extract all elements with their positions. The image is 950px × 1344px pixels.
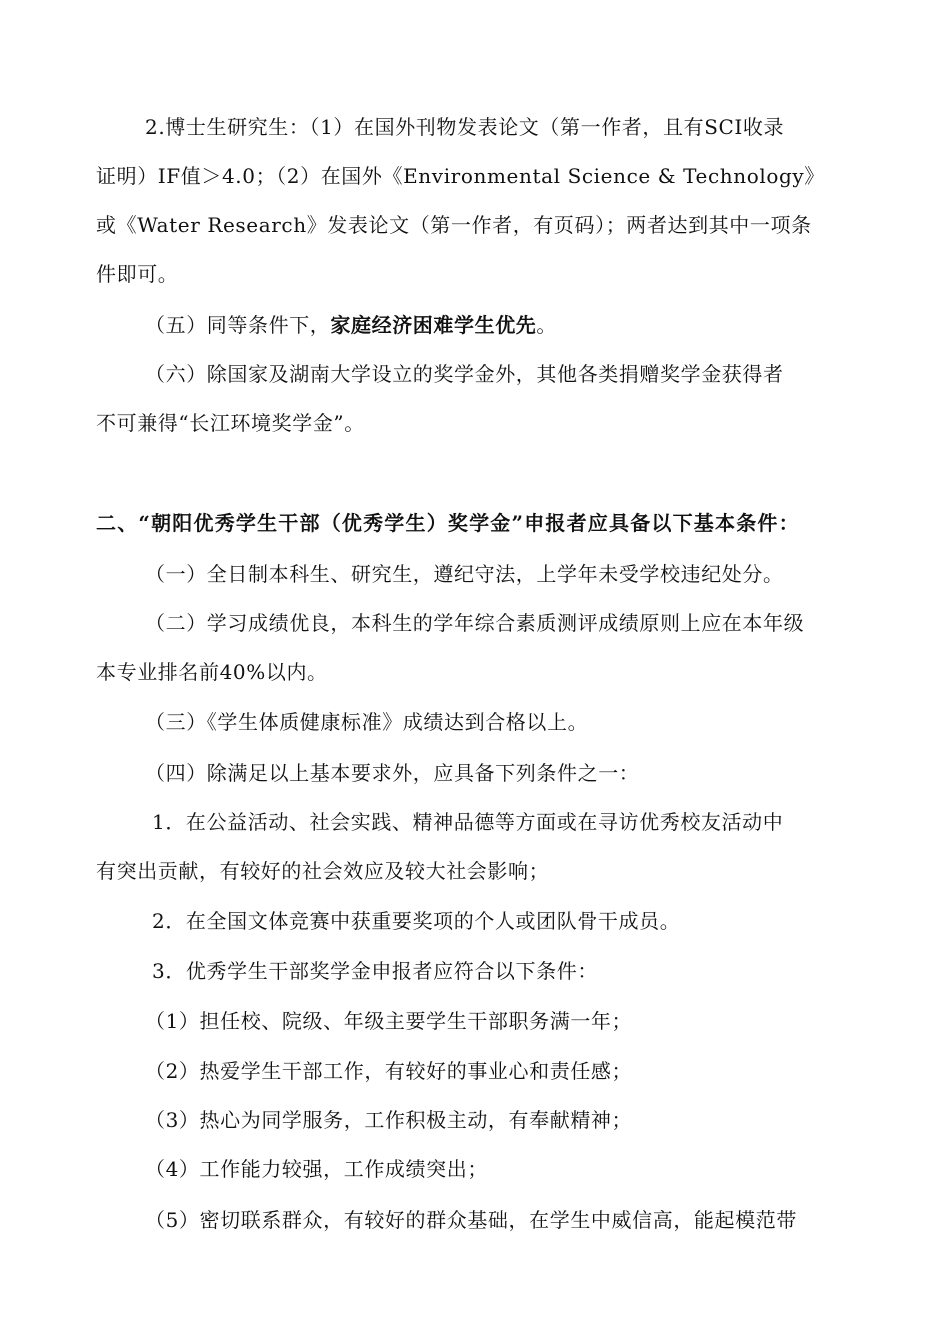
text-line-item-six: （六）除国家及湖南大学设立的奖学金外，其他各类捐赠奖学金获得者 — [145, 362, 784, 386]
text-line-sub-two: 2．在全国文体竞赛中获重要奖项的个人或团队骨干成员。 — [152, 909, 681, 933]
text-line-cond-two: （二）学习成绩优良，本科生的学年综合素质测评成绩原则上应在本年级 — [145, 611, 805, 635]
text-line-sub-three: 3．优秀学生干部奖学金申报者应符合以下条件： — [152, 959, 598, 983]
text-line-req-two: （2）热爱学生干部工作，有较好的事业心和责任感； — [145, 1059, 633, 1083]
text-line-cond-two-cont: 本专业排名前40%以内。 — [96, 660, 328, 684]
text-line-phd-criteria: 2.博士生研究生：（1）在国外刊物发表论文（第一作者，且有SCI收录 — [145, 115, 785, 139]
text-line-cond-four: （四）除满足以上基本要求外，应具备下列条件之一： — [145, 761, 640, 785]
text-line-item-six-cont: 不可兼得“长江环境奖学金”。 — [96, 411, 365, 435]
text-line-sub-one: 1．在公益活动、社会实践、精神品德等方面或在寻访优秀校友活动中 — [152, 810, 784, 834]
item-five-lead: （五）同等条件下， — [145, 313, 331, 337]
text-line-req-four: （4）工作能力较强，工作成绩突出； — [145, 1157, 488, 1181]
text-line-either-condition: 件即可。 — [96, 262, 179, 286]
text-line-sub-one-cont: 有突出贡献，有较好的社会效应及较大社会影响； — [96, 859, 550, 883]
item-five-emphasis: 家庭经济困难学生优先 — [330, 313, 537, 337]
text-line-item-five — [145, 313, 557, 337]
text-line-req-one: （1）担任校、院级、年级主要学生干部职务满一年； — [145, 1009, 633, 1033]
text-line-journal: 或《Water Research》发表论文（第一作者，有页码）；两者达到其中一项条 — [96, 213, 812, 237]
text-line-phd-criteria-cont: 证明）IF值＞4.0；（2）在国外《Environmental Science & Technology》 — [96, 164, 825, 188]
text-line-cond-three: （三）《学生体质健康标准》成绩达到合格以上。 — [145, 710, 589, 734]
section-heading-two: 二、“朝阳优秀学生干部（优秀学生）奖学金”申报者应具备以下基本条件： — [96, 511, 800, 535]
text-line-req-three: （3）热心为同学服务，工作积极主动，有奉献精神； — [145, 1108, 633, 1132]
item-five-end: 。 — [536, 313, 558, 337]
text-line-cond-one: （一）全日制本科生、研究生，遵纪守法，上学年未受学校违纪处分。 — [145, 562, 784, 586]
text-line-req-five: （5）密切联系群众，有较好的群众基础，在学生中威信高，能起模范带 — [145, 1208, 797, 1232]
